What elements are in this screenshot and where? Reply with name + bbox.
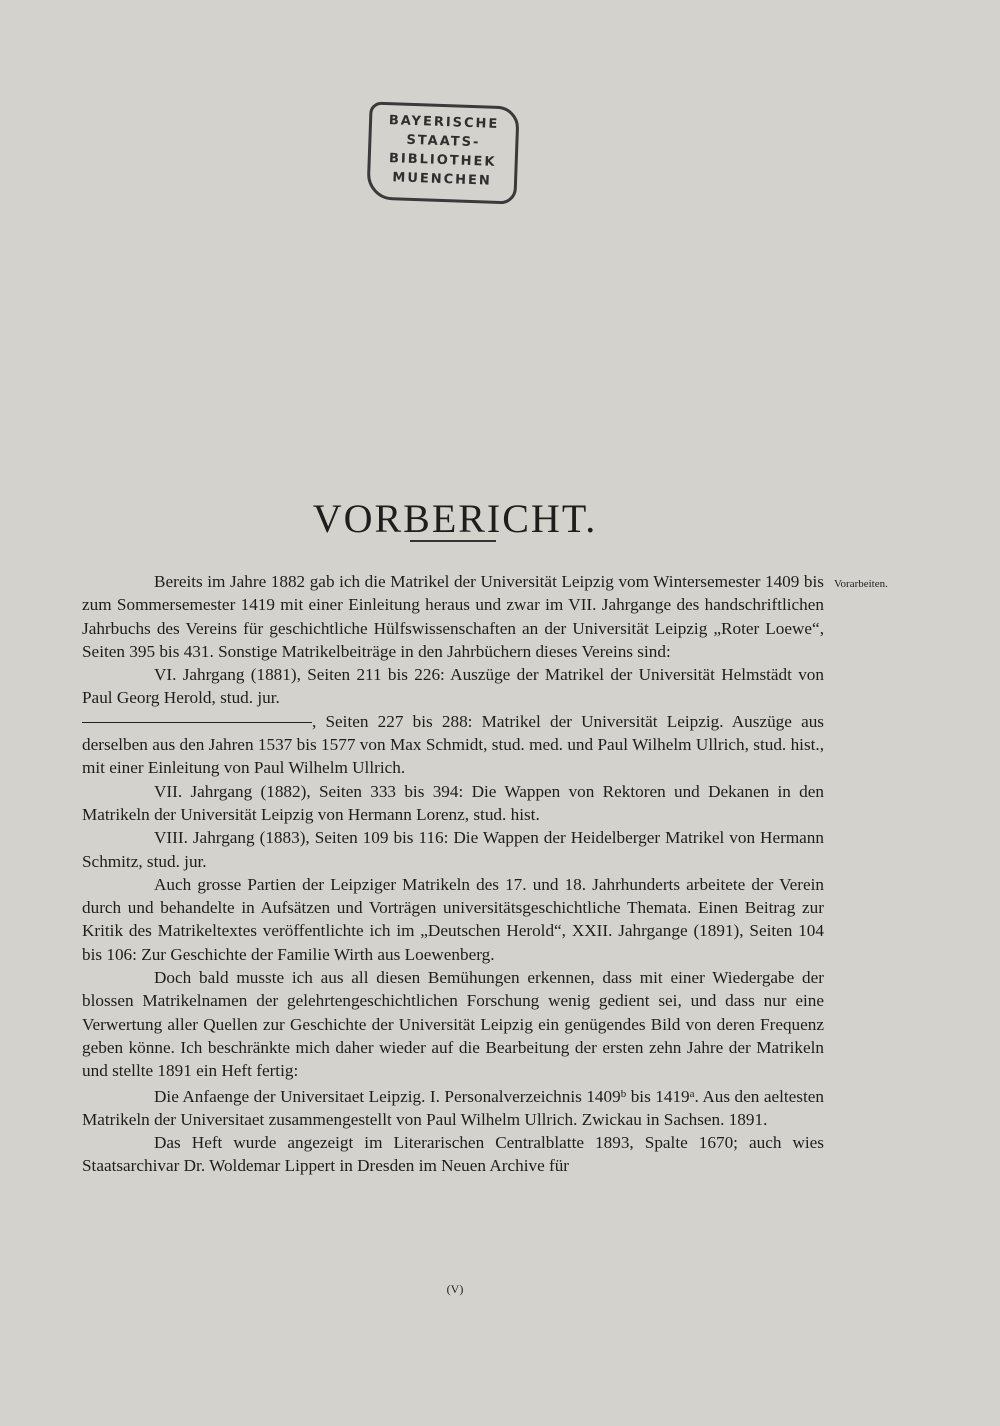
paragraph-text: Die Anfaenge der Universitaet Leipzig. I. Personalverzeichnis 1409	[154, 1086, 621, 1106]
paragraph: Bereits im Jahre 1882 gab ich die Matrikel der Universität Leipzig vom Wintersemester 1409 bis zum Sommersemester 1419 mit einer Einleitung heraus und zwar im VII. Jahrgange des handschriftlichen Jahrbuchs des Vereins für geschichtliche Hülfswissenschaften an der Universität Leipzig „Roter Loewe“, Seiten 395 bis 431. Sonstige Matrikelbeiträge in den Jahrbüchern dieses Vereins sind:	[82, 572, 824, 661]
page-title: VORBERICHT.	[312, 495, 598, 541]
paragraph: Das Heft wurde angezeigt im Literarischen Centralblatte 1893, Spalte 1670; auch wies Staatsarchivar Dr. Woldemar Lippert in Dresden im Neuen Archive für	[82, 1133, 824, 1176]
paragraph: VII. Jahrgang (1882), Seiten 333 bis 394: Die Wappen von Rektoren und Dekanen in den Matrikeln der Universität Leipzig von Hermann Lorenz, stud. hist.	[82, 781, 824, 824]
paragraph: VIII. Jahrgang (1883), Seiten 109 bis 116: Die Wappen der Heidelberger Matrikel von Hermann Schmitz, stud. jur.	[82, 828, 824, 871]
page-number: (V)	[446, 1282, 464, 1296]
stamp-line: BIBLIOTHEK	[388, 151, 497, 170]
stamp-line: MUENCHEN	[392, 170, 493, 189]
stamp-line: BAYERISCHE	[388, 113, 500, 132]
margin-note: Vorarbeiten.	[834, 578, 888, 590]
paragraph	[82, 1083, 824, 1132]
ditto-rule	[82, 722, 312, 723]
paragraph	[82, 710, 824, 780]
paragraph-text: . Aus den aeltesten Matrikeln der Universitaet zusammengestellt von Paul Wilhelm Ullrich. Zwickau in Sachsen. 1891.	[82, 1086, 824, 1129]
stamp-line: STAATS-	[406, 132, 481, 151]
paragraph-text: bis 1419	[626, 1086, 690, 1106]
paragraph: VI. Jahrgang (1881), Seiten 211 bis 226: Auszüge der Matrikel der Universität Helmstädt von Paul Georg Herold, stud. jur.	[82, 665, 824, 708]
paragraph: Doch bald musste ich aus all diesen Bemühungen erkennen, dass mit einer Wiedergabe der blossen Matrikelnamen der gelehrtengeschichtlichen Forschung wenig gedient sei, und dass nur eine Verwertung aller Quellen zur Geschichte der Universität Leipzig ein genügendes Bild von deren Frequenz geben könne. Ich beschränkte mich daher wieder auf die Bearbeitung der ersten zehn Jahre der Matrikeln und stellte 1891 ein Heft fertig:	[82, 968, 824, 1081]
paragraph: Auch grosse Partien der Leipziger Matrikeln des 17. und 18. Jahrhunderts arbeitete der Verein durch und behandelte in Aufsätzen und Vorträgen universitätsgeschichtliche Themata. Einen Beitrag zur Kritik des Matrikeltextes veröffentlichte ich im „Deutschen Herold“, XXII. Jahrgange (1891), Seiten 104 bis 106: Zur Geschichte der Familie Wirth aus Loewenberg.	[82, 874, 824, 964]
title-divider	[410, 540, 496, 542]
superscript: a	[689, 1087, 695, 1100]
body-text	[82, 570, 824, 1178]
superscript: b	[620, 1087, 627, 1100]
paragraph-text: , Seiten 227 bis 288: Matrikel der Universität Leipzig. Auszüge aus derselben aus den Jahren 1537 bis 1577 von Max Schmidt, stud. med. und Paul Wilhelm Ullrich, stud. hist., mit einer Einleitung von Paul Wilhelm Ullrich.	[82, 711, 824, 778]
library-stamp	[366, 101, 519, 204]
